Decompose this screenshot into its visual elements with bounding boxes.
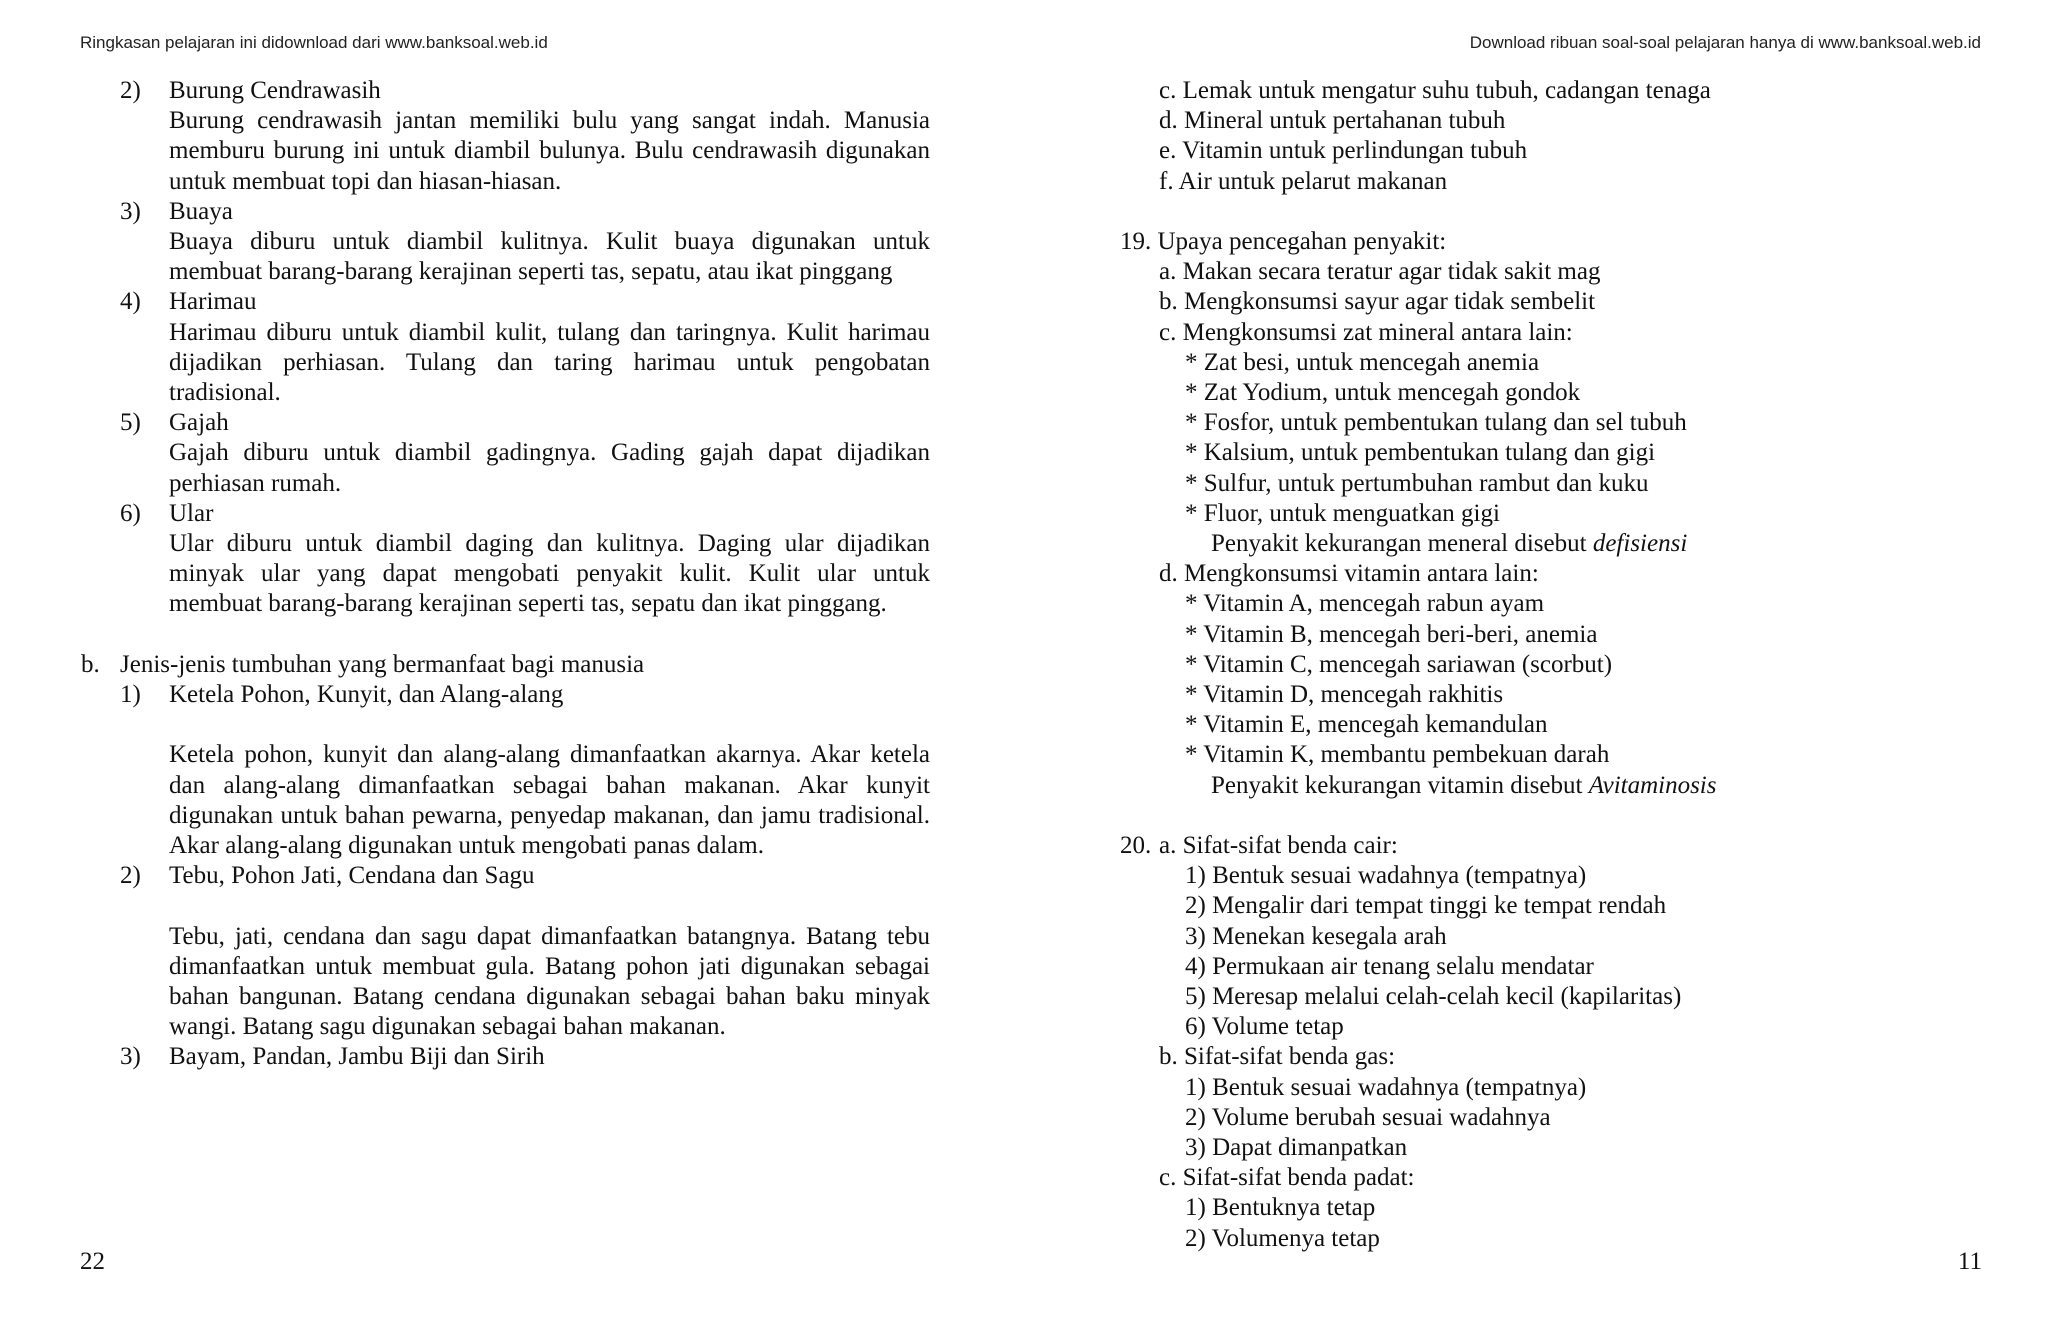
- liquid-property-item: 1) Bentuk sesuai wadahnya (tempatnya): [1185, 862, 1587, 890]
- q20-item-b: b. Sifat-sifat benda gas:: [1159, 1043, 1396, 1071]
- q20-item-c: c. Sifat-sifat benda padat:: [1159, 1164, 1415, 1192]
- list-item: [120, 861, 930, 1042]
- item-title: Harimau: [169, 288, 257, 316]
- vitamin-term: Avitaminosis: [1588, 771, 1717, 799]
- header-left-text: Ringkasan pelajaran ini didownload dari www.banksoal.web.id: [80, 33, 548, 52]
- item-number: 1): [120, 681, 141, 709]
- right-page-column: [1120, 76, 2000, 1254]
- nutrient-d: d. Mineral untuk pertahanan tubuh: [1159, 107, 1506, 135]
- gas-properties-list: [1120, 1073, 2000, 1164]
- vitamin-note: Penyakit kekurangan vitamin disebut Avitaminosis: [1211, 771, 1717, 799]
- item-number: 3): [120, 197, 141, 225]
- item-title: Tebu, Pohon Jati, Cendana dan Sagu: [169, 862, 535, 890]
- mineral-item: * Zat besi, untuk mencegah anemia: [1185, 348, 1540, 376]
- section-b-heading: [81, 650, 930, 680]
- item-title: Ular: [169, 499, 214, 527]
- list-item: [120, 1042, 930, 1072]
- item-paragraph: Tebu, jati, cendana dan sagu dapat dimanfaatkan batangnya. Batang tebu dimanfaatkan untuk membuat gula. Batang pohon jati digunakan sebagai bahan bangunan. Batang cendana digunakan sebagai bahan baku minyak wangi. Batang sagu digunakan sebagai bahan makanan.: [169, 922, 930, 1041]
- item-title: Ketela Pohon, Kunyit, dan Alang-alang: [169, 681, 564, 709]
- list-item: [120, 499, 930, 620]
- liquid-property-item: 5) Meresap melalui celah-celah kecil (kapilaritas): [1185, 983, 1682, 1011]
- item-title: Bayam, Pandan, Jambu Biji dan Sirih: [169, 1043, 545, 1071]
- item-title: Buaya: [169, 197, 233, 225]
- mineral-item: * Kalsium, untuk pembentukan tulang dan gigi: [1185, 439, 1656, 467]
- vitamin-item: * Vitamin E, mencegah kemandulan: [1185, 711, 1548, 739]
- item-paragraph: Ketela pohon, kunyit dan alang-alang dimanfaatkan akarnya. Akar ketela dan alang-alang dimanfaatkan sebagai bahan makanan. Akar kunyit digunakan untuk bahan pewarna, penyedap makanan, dan jamu tradisional. Akar alang-alang digunakan untuk mengobati panas dalam.: [169, 741, 930, 860]
- q20-number: 20.: [1120, 832, 1152, 860]
- nutrient-f: f. Air untuk pelarut makanan: [1159, 167, 1448, 195]
- item-number: 3): [120, 1043, 141, 1071]
- item-number: 6): [120, 499, 141, 527]
- list-item: [120, 76, 930, 197]
- vitamin-item: * Vitamin A, mencegah rabun ayam: [1185, 590, 1545, 618]
- vitamin-item: * Vitamin K, membantu pembekuan darah: [1185, 741, 1610, 769]
- list-item: [120, 408, 930, 499]
- animal-list: [120, 76, 930, 620]
- item-number: 2): [120, 862, 141, 890]
- mineral-term: defisiensi: [1592, 530, 1688, 558]
- mineral-item: * Fosfor, untuk pembentukan tulang dan sel tubuh: [1185, 409, 1687, 437]
- q19-title: 19. Upaya pencegahan penyakit:: [1120, 228, 1447, 255]
- header-right-text: Download ribuan soal-soal pelajaran hanya di www.banksoal.web.id: [1469, 33, 1981, 52]
- nutrient-c: c. Lemak untuk mengatur suhu tubuh, cadangan tenaga: [1159, 77, 1711, 104]
- mineral-list: [1120, 348, 2000, 529]
- mineral-item: * Sulfur, untuk pertumbuhan rambut dan kuku: [1185, 469, 1649, 497]
- plant-list: [120, 680, 930, 1073]
- mineral-item: * Fluor, untuk menguatkan gigi: [1185, 499, 1500, 527]
- section-b-letter: b.: [81, 650, 100, 678]
- q20-item-a: a. Sifat-sifat benda cair:: [1159, 832, 1398, 860]
- liquid-property-item: 4) Permukaan air tenang selalu mendatar: [1185, 952, 1594, 980]
- gas-property-item: 3) Dapat dimanpatkan: [1185, 1134, 1408, 1162]
- solid-property-item: 2) Volumenya tetap: [1185, 1224, 1380, 1252]
- liquid-property-item: 6) Volume tetap: [1185, 1013, 1344, 1041]
- item-number: 5): [120, 409, 141, 437]
- page-number-right: 11: [1957, 1248, 1982, 1275]
- vitamin-list: [1120, 589, 2000, 770]
- item-paragraph: Ular diburu untuk diambil daging dan kulitnya. Daging ular dijadikan minyak ular yang dapat mengobati penyakit kulit. Kulit ular untuk membuat barang-barang kerajinan seperti tas, sepatu dan ikat pinggang.: [169, 530, 930, 618]
- nutrient-e: e. Vitamin untuk perlindungan tubuh: [1159, 137, 1528, 165]
- item-number: 2): [120, 77, 141, 104]
- item-title: Gajah: [169, 409, 229, 437]
- liquid-properties-list: [1120, 861, 2000, 1042]
- vitamin-item: * Vitamin C, mencegah sariawan (scorbut): [1185, 650, 1613, 678]
- vitamin-item: * Vitamin B, mencegah beri-beri, anemia: [1185, 620, 1598, 648]
- solid-property-item: 1) Bentuknya tetap: [1185, 1194, 1376, 1222]
- q19-item-c: c. Mengkonsumsi zat mineral antara lain:: [1159, 318, 1573, 346]
- list-item: [120, 287, 930, 408]
- list-item: [120, 197, 930, 288]
- q20-heading: [1120, 831, 2000, 861]
- section-b-title: Jenis-jenis tumbuhan yang bermanfaat bagi manusia: [120, 650, 645, 678]
- item-number: 4): [120, 288, 141, 316]
- q19-item-d: d. Mengkonsumsi vitamin antara lain:: [1159, 560, 1539, 588]
- liquid-property-item: 3) Menekan kesegala arah: [1185, 922, 1447, 950]
- left-page-column: [81, 76, 930, 1073]
- mineral-note: Penyakit kekurangan meneral disebut defisiensi: [1211, 530, 1688, 558]
- vitamin-item: * Vitamin D, mencegah rakhitis: [1185, 681, 1504, 709]
- gas-property-item: 2) Volume berubah sesuai wadahnya: [1185, 1103, 1551, 1131]
- q19-item-a: a. Makan secara teratur agar tidak sakit mag: [1159, 258, 1601, 286]
- liquid-property-item: 2) Mengalir dari tempat tinggi ke tempat rendah: [1185, 892, 1667, 920]
- list-item: [120, 680, 930, 861]
- solid-properties-list: [1120, 1193, 2000, 1253]
- page-number-left: 22: [80, 1248, 105, 1275]
- item-paragraph: Burung cendrawasih jantan memiliki bulu yang sangat indah. Manusia memburu burung ini untuk diambil bulunya. Bulu cendrawasih digunakan untuk membuat topi dan hiasan-hiasan.: [169, 107, 930, 195]
- item-paragraph: Buaya diburu untuk diambil kulitnya. Kulit buaya digunakan untuk membuat barang-barang kerajinan seperti tas, sepatu, atau ikat pinggang: [169, 228, 930, 286]
- mineral-item: * Zat Yodium, untuk mencegah gondok: [1185, 379, 1581, 407]
- item-paragraph: Harimau diburu untuk diambil kulit, tulang dan taringnya. Kulit harimau dijadikan perhiasan. Tulang dan taring harimau untuk pengobatan tradisional.: [169, 318, 930, 407]
- q19-item-b: b. Mengkonsumsi sayur agar tidak sembelit: [1159, 288, 1596, 316]
- item-title: Burung Cendrawasih: [169, 77, 381, 104]
- gas-property-item: 1) Bentuk sesuai wadahnya (tempatnya): [1185, 1073, 1587, 1101]
- item-paragraph: Gajah diburu untuk diambil gadingnya. Gading gajah dapat dijadikan perhiasan rumah.: [169, 439, 930, 497]
